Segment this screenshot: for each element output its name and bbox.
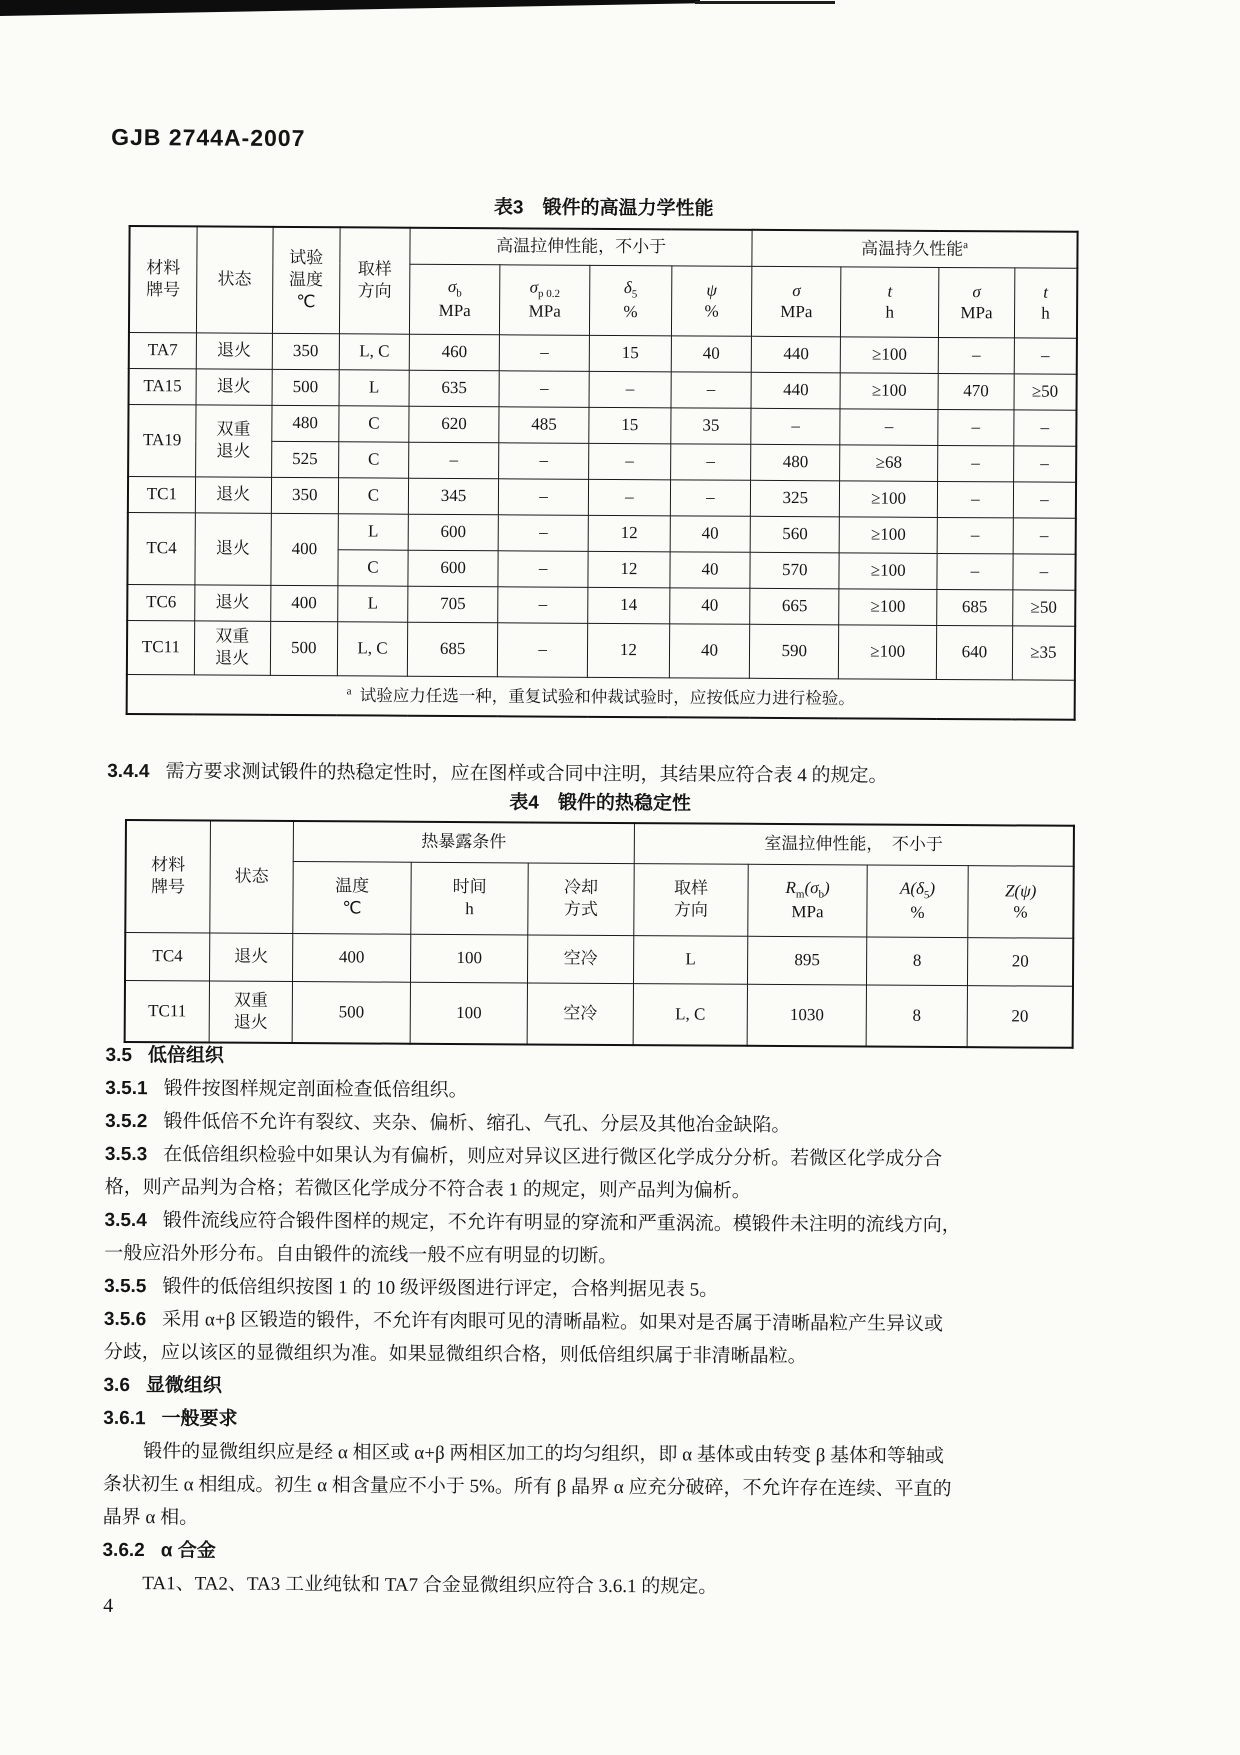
table-cell: ≥100	[841, 336, 939, 373]
table-cell: 560	[750, 516, 839, 553]
table-cell: ≥100	[839, 624, 937, 679]
table-cell: 485	[499, 406, 589, 443]
t3-h-sigma2: σ MPa	[938, 267, 1014, 337]
t4-h-temp: 温度 ℃	[293, 861, 411, 934]
table-cell: 退火	[194, 584, 270, 620]
clause-line: 3.5.4 锻件流线应符合锻件图样的规定，不允许有明显的穿流和严重涡流。模锻件未注明的流线方向，	[104, 1209, 961, 1237]
table-cell: 100	[410, 982, 528, 1045]
clause-line: 条状初生 α 相组成。初生 α 相含量应不小于 5%。所有 β 晶界 α 应充分破碎，不允许存在连续、平直的	[102, 1473, 952, 1501]
table-cell: C	[339, 405, 409, 441]
table-cell: –	[1013, 553, 1076, 589]
clause-heading: 3.6.1 一般要求	[103, 1407, 238, 1430]
table-cell: –	[499, 370, 589, 407]
clause-line: 3.5.6 采用 α+β 区锻造的锻件，不允许有肉眼可见的清晰晶粒。如果对是否属于清晰晶粒产生异议或	[103, 1308, 944, 1335]
clause-line: 3.5.3 在低倍组织检验中如果认为有偏析，则应对异议区进行微区化学成分分析。若微区化学成分合	[104, 1143, 943, 1170]
table-cell: –	[499, 334, 589, 371]
table-cell: 640	[936, 625, 1012, 679]
t4-h-material: 材料 牌号	[125, 820, 210, 933]
page-number: 4	[103, 1594, 114, 1617]
table-cell: ≥100	[839, 588, 937, 625]
table4	[124, 819, 1075, 1049]
table4-title: 表4 锻件的热稳定性	[509, 792, 691, 815]
table-cell: 20	[968, 937, 1074, 986]
clause-line: 3.5.2 锻件低倍不允许有裂纹、夹杂、偏析、缩孔、气孔、分层及其他冶金缺陷。	[105, 1110, 791, 1137]
table-cell: 590	[750, 624, 839, 679]
t4-h-group-exposure: 热暴露条件	[294, 821, 635, 863]
clause-3-4-4: 3.4.4 需方要求测试锻件的热稳定性时，应在图样或合同中注明，其结果应符合表 4 的规定。	[107, 760, 888, 787]
table-cell: 350	[271, 477, 339, 513]
table-cell: 8	[866, 937, 968, 986]
table-cell: 460	[409, 334, 499, 371]
table-cell: 退火	[195, 476, 271, 512]
table-cell: 470	[938, 373, 1014, 409]
clause-line: TA1、TA2、TA3 工业纯钛和 TA7 合金显微组织应符合 3.6.1 的规定。	[142, 1573, 718, 1598]
table-cell: TC6	[127, 584, 195, 620]
clause-line: 分歧，应以该区的显微组织为准。如果显微组织合格，则低倍组织属于非清晰晶粒。	[103, 1341, 807, 1368]
table-cell: 12	[588, 515, 670, 551]
table-cell: 退火	[196, 368, 272, 404]
table-cell: 500	[292, 981, 410, 1044]
t4-h-a: $A(\delta_5)$ %	[867, 865, 969, 938]
table-cell: TC1	[128, 476, 196, 512]
table-cell: –	[938, 337, 1014, 373]
t4-h-time: 时间 h	[411, 862, 529, 935]
table-row	[126, 820, 1074, 866]
t3-h-delta5: $\delta_5$ %	[590, 265, 672, 335]
table-cell: ≥100	[840, 480, 938, 517]
t4-h-z: Z(ψ) %	[968, 865, 1074, 938]
table-cell: 600	[408, 550, 498, 587]
table-cell: TA7	[129, 332, 197, 368]
table-cell: 500	[272, 369, 340, 405]
t3-h-sigma-b: $\sigma_b$ MPa	[410, 264, 500, 335]
table-row	[127, 620, 1075, 680]
table-cell: –	[1013, 481, 1076, 517]
clause-line: 锻件的显微组织应是经 α 相区或 α+β 两相区加工的均匀组织，即 α 基体或由转变 β 基体和等轴或	[143, 1441, 945, 1468]
t3-h-group-creep-label: 高温持久性能	[861, 239, 964, 259]
table-row	[125, 980, 1073, 1048]
table-cell: –	[409, 442, 499, 479]
t3-h-t1: t h	[841, 266, 939, 337]
table-cell: TC11	[125, 980, 210, 1043]
table3	[126, 225, 1079, 721]
table-cell: 空冷	[527, 982, 633, 1045]
table-cell: ≥100	[840, 372, 938, 409]
table-footnote-row	[127, 674, 1075, 720]
table-cell: 685	[937, 589, 1013, 625]
table-cell: 665	[750, 588, 839, 625]
table-cell: 40	[670, 551, 751, 587]
clause-line: 晶界 α 相。	[102, 1506, 199, 1529]
t4-h-group-tensile: 室温拉伸性能， 不小于	[634, 823, 1074, 866]
table-cell: 40	[671, 335, 752, 371]
table-row	[128, 404, 1076, 446]
table-cell: 525	[271, 441, 339, 477]
table-row	[129, 332, 1077, 374]
table-cell: L	[339, 369, 409, 405]
table-cell: C	[338, 549, 408, 585]
t3-h-sigma-p02: $\sigma_{p 0.2}$ MPa	[500, 264, 590, 335]
table-cell: 1030	[747, 984, 866, 1047]
table-cell: L, C	[633, 983, 748, 1046]
table-cell: –	[1014, 337, 1077, 373]
table-cell: 14	[588, 587, 670, 623]
t3-h-group-creep	[752, 230, 1077, 268]
table-row	[128, 476, 1076, 518]
footnote-marker: a	[346, 685, 352, 698]
table-cell: –	[751, 408, 840, 445]
t4-h-cooling: 冷却 方式	[528, 862, 634, 935]
clause-line: 格，则产品判为合格；若微区化学成分不符合表 1 的规定，则产品判为偏析。	[104, 1176, 751, 1202]
t3-h-temp: 试验 温度 ℃	[272, 227, 340, 333]
table-cell: –	[1013, 517, 1076, 553]
table-cell: –	[497, 622, 587, 677]
table-cell: –	[498, 550, 588, 587]
table-row	[128, 512, 1076, 554]
table-cell: L	[338, 585, 408, 621]
table-cell: 500	[270, 621, 338, 675]
clauses-block	[102, 1039, 1135, 1606]
table-cell: 480	[751, 444, 840, 481]
t3-h-material: 材料 牌号	[129, 226, 197, 332]
table-cell: 退火	[196, 332, 272, 368]
table-cell: 双重 退火	[195, 404, 271, 476]
footnote-text: 试验应力任选一种，重复试验和仲裁试验时，应按低应力进行检验。	[359, 685, 855, 708]
table-cell: 400	[271, 513, 339, 585]
table-cell: 15	[589, 407, 671, 443]
table-cell: 440	[751, 372, 840, 409]
clause-heading: 3.6.2 α 合金	[102, 1539, 216, 1562]
table-cell: 双重 退火	[194, 620, 270, 674]
table-cell: 空冷	[528, 934, 634, 983]
table-cell: 705	[408, 586, 498, 623]
table-cell: ≥68	[840, 444, 938, 481]
table-cell: 635	[409, 370, 499, 407]
table-cell: 345	[408, 478, 498, 515]
table-row	[127, 584, 1075, 626]
t3-h-t2: t h	[1014, 267, 1077, 337]
clause-line: 一般应沿外形分布。自由锻件的流线一般不应有明显的切断。	[104, 1242, 618, 1268]
t3-h-sigma1: σ MPa	[752, 266, 842, 337]
table-cell: –	[1014, 409, 1077, 445]
table-cell: C	[339, 441, 409, 477]
table-cell: ≥35	[1012, 625, 1075, 679]
table-cell: L	[338, 513, 408, 549]
table-cell: 退火	[195, 512, 271, 584]
t3-h-dir: 取样 方向	[339, 227, 410, 333]
table-cell: L, C	[337, 621, 407, 675]
table-cell: 570	[750, 552, 839, 589]
table-cell: 双重 退火	[209, 981, 293, 1044]
table-cell: –	[589, 371, 671, 407]
table-cell: –	[499, 442, 589, 479]
table3-title: 表3 锻件的高温力学性能	[493, 197, 714, 220]
table-cell: –	[498, 478, 588, 515]
table-cell: ≥100	[839, 516, 937, 553]
table-row	[129, 368, 1077, 410]
clause-line: 3.5.5 锻件的低倍组织按图 1 的 10 级评级图进行评定，合格判据见表 5。	[104, 1275, 719, 1301]
table-cell: 40	[669, 587, 750, 623]
table-cell: 40	[669, 623, 750, 677]
table-cell: –	[498, 586, 588, 623]
table-row	[125, 932, 1073, 986]
table-cell: 40	[670, 515, 751, 551]
table-cell: TA15	[129, 368, 197, 404]
table-cell: 685	[407, 622, 497, 677]
table-cell: –	[938, 409, 1014, 445]
table3-footnote	[127, 674, 1075, 720]
table-cell: –	[1013, 445, 1076, 481]
table-cell: ≥50	[1014, 373, 1077, 409]
t3-h-state: 状态	[196, 226, 272, 332]
t3-h-group-tensile: 高温拉伸性能，不小于	[410, 228, 752, 266]
table-cell: –	[589, 443, 671, 479]
table-cell: TA19	[128, 404, 196, 476]
table-cell: –	[498, 514, 588, 551]
t4-h-dir: 取样 方向	[633, 863, 748, 936]
table-cell: 350	[272, 333, 340, 369]
table-cell: C	[338, 477, 408, 513]
table-cell: TC11	[127, 620, 195, 674]
table-cell: L	[633, 935, 748, 984]
clause-heading: 3.5 低倍组织	[105, 1044, 225, 1067]
table-cell: 440	[751, 336, 840, 373]
table-row	[129, 226, 1077, 268]
table-cell: 8	[866, 985, 968, 1048]
table-cell: 100	[410, 934, 528, 983]
table-cell: –	[589, 479, 671, 515]
table-cell: 12	[588, 623, 670, 677]
t4-h-state: 状态	[210, 821, 294, 934]
table-cell: 895	[748, 936, 867, 985]
table-cell: 15	[589, 335, 671, 371]
table-cell: 480	[271, 405, 339, 441]
table-cell: –	[670, 443, 751, 479]
table-cell: 退火	[209, 933, 293, 982]
doc-number: GJB 2744A-2007	[111, 123, 306, 152]
table-cell: –	[937, 481, 1013, 517]
table-cell: 400	[293, 933, 411, 982]
table-cell: 400	[270, 585, 338, 621]
table-cell: 12	[588, 551, 670, 587]
table-cell: ≥50	[1013, 589, 1076, 625]
table-cell: –	[840, 408, 938, 445]
table-cell: –	[938, 445, 1014, 481]
table-cell: –	[671, 371, 752, 407]
table-cell: 20	[967, 985, 1073, 1048]
footnote-marker: a	[963, 238, 969, 252]
table-cell: 600	[408, 514, 498, 551]
clause-line: 3.5.1 锻件按图样规定剖面检查低倍组织。	[105, 1077, 468, 1102]
table-cell: L, C	[339, 333, 409, 369]
clause-heading: 3.6 显微组织	[103, 1374, 223, 1397]
table-cell: ≥100	[839, 552, 937, 589]
t4-h-rm: $R_m(\sigma_b)$ MPa	[748, 864, 867, 937]
table-cell: –	[937, 517, 1013, 553]
table-cell: 620	[409, 406, 499, 443]
table-cell: TC4	[125, 932, 210, 981]
table-cell: 325	[751, 480, 840, 517]
t3-h-psi: ψ %	[671, 265, 752, 335]
table-cell: –	[670, 479, 751, 515]
table-cell: TC4	[127, 512, 195, 584]
table-cell: –	[937, 553, 1013, 589]
table-cell: 35	[670, 407, 751, 443]
